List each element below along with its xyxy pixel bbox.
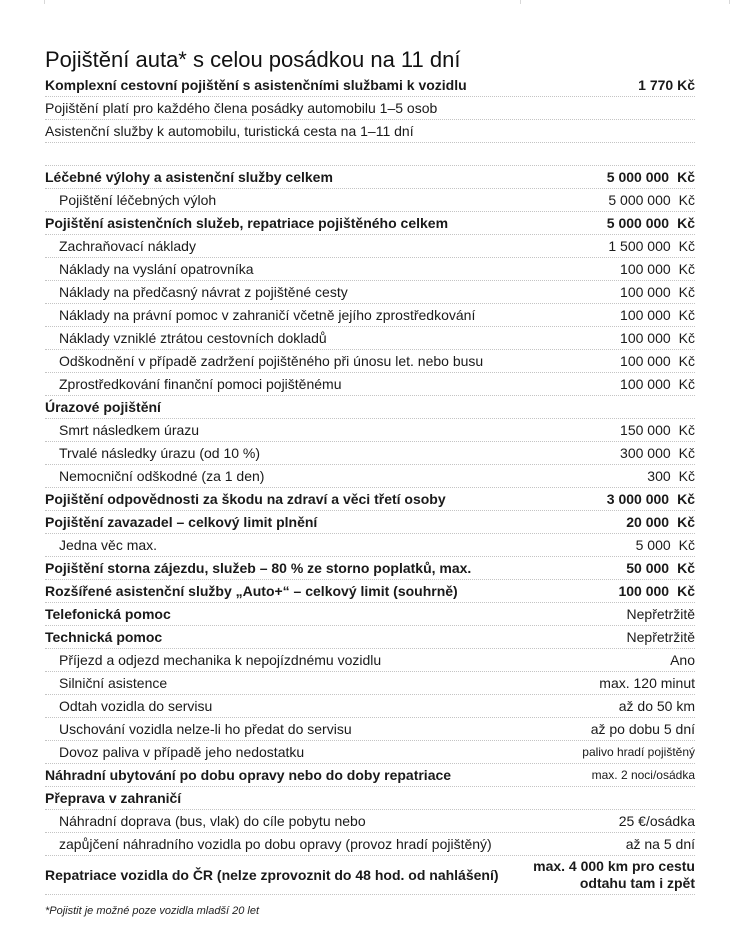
final-row (45, 856, 695, 895)
row-value (620, 258, 695, 280)
coverage-row (45, 465, 695, 488)
amount: 100 000 (620, 284, 671, 300)
coverage-row (45, 373, 695, 396)
row-value: max. 120 minut (599, 675, 695, 691)
row-value (607, 166, 695, 188)
coverage-section (45, 166, 695, 603)
row-label: Pojištění platí pro každého člena posádky automobilu 1–5 osob (45, 100, 438, 116)
row-value: Ano (670, 652, 695, 668)
row-label: Komplexní cestovní pojištění s asistenčními službami k vozidlu (45, 77, 467, 93)
assistance-row (45, 833, 695, 856)
row-value (618, 580, 695, 602)
assistance-row (45, 787, 695, 810)
row-value (620, 442, 695, 464)
coverage-row (45, 189, 695, 212)
row-label: Příjezd a odjezd mechanika k nepojízdnému vozidlu (59, 652, 382, 668)
assistance-row (45, 764, 695, 787)
row-value: až na 5 dní (625, 836, 695, 852)
summary-section (45, 74, 695, 143)
coverage-row (45, 350, 695, 373)
summary-row (45, 97, 695, 120)
row-label: Zprostředkování finanční pomoci pojištěnému (59, 376, 342, 392)
currency: Kč (677, 169, 695, 185)
summary-row (45, 74, 695, 97)
currency: Kč (678, 376, 695, 392)
row-label: Náhradní doprava (bus, vlak) do cíle pobytu nebo (59, 813, 366, 829)
amount: 100 000 (618, 583, 670, 599)
amount: 100 000 (620, 353, 671, 369)
row-value (607, 488, 695, 510)
assistance-row (45, 810, 695, 833)
coverage-row (45, 166, 695, 189)
row-value (647, 465, 695, 487)
coverage-row (45, 511, 695, 534)
row-label: Jedna věc max. (59, 537, 158, 553)
currency: Kč (678, 422, 695, 438)
row-value (620, 327, 695, 349)
row-label: Pojištění storna zájezdu, služeb – 80 % ze storno poplatků, max. (45, 560, 472, 576)
row-label: Odtah vozidla do servisu (59, 698, 213, 714)
summary-row (45, 120, 695, 143)
amount: 100 000 (620, 330, 671, 346)
coverage-row (45, 488, 695, 511)
assistance-row (45, 672, 695, 695)
coverage-row (45, 212, 695, 235)
coverage-row (45, 396, 695, 419)
coverage-row (45, 534, 695, 557)
row-value (620, 419, 695, 441)
row-value (608, 235, 695, 257)
coverage-row (45, 327, 695, 350)
row-value: max. 4 000 km pro cestu odtahu tam i zpět (533, 858, 695, 891)
currency: Kč (678, 192, 695, 208)
row-label: Přeprava v zahraničí (45, 790, 182, 806)
row-label: Zachraňovací náklady (59, 238, 196, 254)
amount: 150 000 (620, 422, 671, 438)
amount: 5 000 000 (606, 169, 670, 185)
row-value (636, 534, 695, 556)
row-label: Repatriace vozidla do ČR (nelze zprovoznit do 48 hod. od nahlášení) (45, 866, 499, 883)
top-divider (729, 0, 730, 4)
currency: Kč (678, 261, 695, 277)
currency: Kč (678, 468, 695, 484)
coverage-row (45, 235, 695, 258)
row-value: až po dobu 5 dní (590, 721, 695, 737)
currency: Kč (678, 238, 695, 254)
page-title: Pojištění auta* s celou posádkou na 11 dní (45, 47, 461, 72)
amount: 5 000 000 (608, 192, 671, 208)
assistance-row (45, 741, 695, 764)
row-label: zapůjčení náhradního vozidla po dobu opravy (provoz hradí pojištěný) (59, 836, 492, 852)
row-label: Léčebné výlohy a asistenční služby celkem (45, 169, 333, 185)
row-label: Náklady na vyslání opatrovníka (59, 261, 254, 277)
row-value: 1 770 Kč (638, 77, 695, 93)
currency: Kč (677, 583, 695, 599)
row-label: Nemocniční odškodné (za 1 den) (59, 468, 265, 484)
row-label: Náhradní ubytování po dobu opravy nebo do doby repatriace (45, 767, 452, 783)
assistance-row (45, 718, 695, 741)
currency: Kč (677, 514, 695, 530)
row-label: Telefonická pomoc (45, 606, 171, 622)
row-value: Nepřetržitě (626, 629, 695, 645)
coverage-row (45, 281, 695, 304)
currency: Kč (677, 491, 695, 507)
top-divider (44, 0, 45, 4)
top-page-strip (0, 0, 753, 4)
section-gap (45, 143, 695, 166)
top-divider (520, 0, 521, 4)
row-value: až do 50 km (618, 698, 695, 714)
row-label: Pojištění asistenčních služeb, repatriace pojištěného celkem (45, 215, 449, 231)
row-label: Smrt následkem úrazu (59, 422, 200, 438)
amount: 100 000 (620, 261, 671, 277)
row-value (620, 304, 695, 326)
row-value (620, 350, 695, 372)
amount: 20 000 (626, 514, 670, 530)
currency: Kč (678, 445, 695, 461)
row-label: Náklady na právní pomoc v zahraničí včetně jejího zprostředkování (59, 307, 476, 323)
row-label: Pojištění zavazadel – celkový limit plnění (45, 514, 318, 530)
row-label: Náklady vzniklé ztrátou cestovních dokladů (59, 330, 327, 346)
currency: Kč (678, 330, 695, 346)
currency: Kč (677, 215, 695, 231)
coverage-row (45, 442, 695, 465)
amount: 100 000 (620, 376, 671, 392)
assistance-row (45, 695, 695, 718)
row-label: Úrazové pojištění (45, 399, 161, 415)
row-label: Trvalé následky úrazu (od 10 %) (59, 445, 261, 461)
assistance-row (45, 603, 695, 626)
amount: 50 000 (626, 560, 670, 576)
coverage-row (45, 419, 695, 442)
row-value (607, 212, 695, 234)
row-label: Pojištění odpovědnosti za škodu na zdraví a věci třetí osoby (45, 491, 446, 507)
coverage-row (45, 557, 695, 580)
coverage-row (45, 258, 695, 281)
row-value: Nepřetržitě (626, 606, 695, 622)
coverage-row (45, 304, 695, 327)
row-label: Rozšířené asistenční služby „Auto+“ – celkový limit (souhrně) (45, 583, 458, 599)
row-value (620, 281, 695, 303)
row-value (620, 373, 695, 395)
row-value (626, 557, 695, 579)
row-value: palivo hradí pojištěný (582, 745, 695, 759)
coverage-row (45, 580, 695, 603)
currency: Kč (678, 284, 695, 300)
row-label: Pojištění léčebných výloh (59, 192, 217, 208)
row-value (626, 511, 695, 533)
currency: Kč (677, 560, 695, 576)
row-label: Technická pomoc (45, 629, 163, 645)
footnote: *Pojistit je možné poze vozidla mladší 20 let (45, 905, 259, 917)
row-value: max. 2 noci/osádka (591, 768, 695, 782)
amount: 5 000 (635, 537, 671, 553)
row-label: Odškodnění v případě zadržení pojištěného při únosu let. nebo busu (59, 353, 484, 369)
row-label: Silniční asistence (59, 675, 168, 691)
row-label: Asistenční služby k automobilu, turistická cesta na 1–11 dní (45, 123, 414, 139)
currency: Kč (678, 537, 695, 553)
amount: 100 000 (620, 307, 671, 323)
row-label: Uschování vozidla nelze-li ho předat do servisu (59, 721, 352, 737)
currency: Kč (678, 307, 695, 323)
amount: 5 000 000 (606, 215, 670, 231)
assistance-section (45, 603, 695, 856)
assistance-row (45, 649, 695, 672)
amount: 300 (647, 468, 671, 484)
insurance-document (45, 46, 695, 917)
row-value (608, 189, 695, 211)
assistance-row (45, 626, 695, 649)
row-label: Náklady na předčasný návrat z pojištěné cesty (59, 284, 348, 300)
row-label: Dovoz paliva v případě jeho nedostatku (59, 744, 305, 760)
row-value: 25 €/osádka (618, 813, 695, 829)
currency: Kč (678, 353, 695, 369)
amount: 300 000 (620, 445, 671, 461)
amount: 3 000 000 (606, 491, 670, 507)
amount: 1 500 000 (608, 238, 671, 254)
